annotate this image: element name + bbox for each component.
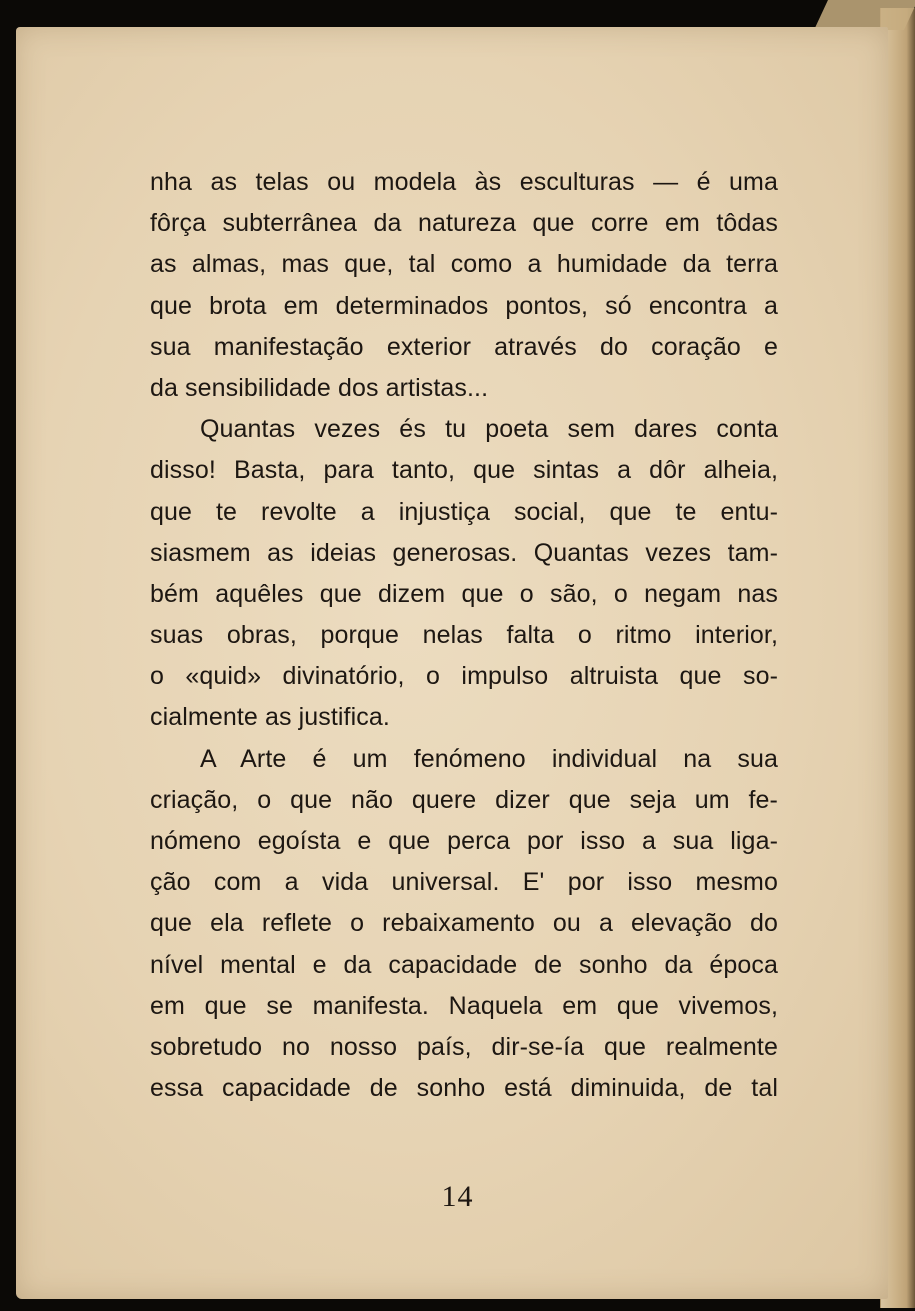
text-line: nha as telas ou modela às esculturas — é uma — [150, 168, 778, 196]
text-line: da sensibilidade dos artistas... — [150, 373, 489, 402]
text-line: que te revolte a injustiça social, que te entu- — [150, 497, 778, 526]
text-line: que brota em determinados pontos, só encontra a — [150, 291, 778, 320]
page-number: 14 — [441, 1180, 474, 1213]
paragraph-start-line: A Arte é um fenómeno individual na sua — [200, 744, 778, 773]
text-line: sua manifestação exterior através do coração e — [150, 332, 778, 361]
text-line: bém aquêles que dizem que o são, o negam nas — [150, 579, 778, 608]
paragraph-start-line: Quantas vezes és tu poeta sem dares conta — [200, 415, 778, 444]
text-line: essa capacidade de sonho está diminuida, de tal — [150, 1074, 778, 1103]
text-line: as almas, mas que, tal como a humidade da terra — [150, 250, 778, 279]
text-line: disso! Basta, para tanto, que sintas a dôr alheia, — [150, 456, 778, 485]
text-line: suas obras, porque nelas falta o ritmo interior, — [150, 621, 778, 650]
text-line: fôrça subterrânea da natureza que corre em tôdas — [150, 209, 778, 238]
text-line: que ela reflete o rebaixamento ou a elevação do — [150, 909, 778, 938]
text-line: nível mental e da capacidade de sonho da época — [150, 950, 778, 979]
text-line: nómeno egoísta e que perca por isso a sua liga- — [150, 827, 778, 855]
body-text — [150, 162, 778, 1109]
text-line: criação, o que não quere dizer que seja um fe- — [150, 785, 778, 814]
text-line: sobretudo no nosso país, dir-se-ía que realmente — [150, 1032, 778, 1061]
text-line: em que se manifesta. Naquela em que vivemos, — [150, 991, 778, 1020]
text-line: cialmente as justifica. — [150, 703, 390, 732]
text-line: o «quid» divinatório, o impulso altruista que so- — [150, 662, 778, 691]
page-corner-edge — [814, 0, 915, 30]
text-line: siasmem as ideias generosas. Quantas vezes tam- — [150, 538, 778, 567]
text-line: ção com a vida universal. E' por isso mesmo — [150, 868, 778, 897]
